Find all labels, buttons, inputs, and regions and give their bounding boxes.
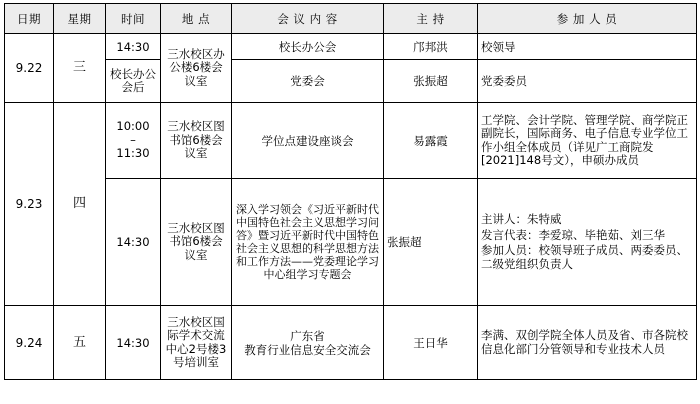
host-cell: 邝邦洪 <box>384 34 478 60</box>
weekday-cell: 三 <box>54 34 106 103</box>
location-cell: 三水校区国际学术交流中心2号楼3号培训室 <box>161 306 232 380</box>
participants-line: 参加人员：校领导班子成员、两委委员、二级党组织负责人 <box>481 243 688 271</box>
time-cell: 10:00 – 11:30 <box>106 103 161 179</box>
location-cell: 三水校区图书馆6楼会议室 <box>161 103 232 179</box>
header-content: 会 议 内 容 <box>232 4 384 34</box>
time-cell: 校长办公会后 <box>106 60 161 103</box>
host-cell: 易露霞 <box>384 103 478 179</box>
speaker-line: 主讲人：朱特威 <box>481 212 562 226</box>
weekday-cell: 五 <box>54 306 106 380</box>
table-row <box>5 179 697 306</box>
header-attendees: 参 加 人 员 <box>478 4 697 34</box>
content-cell: 广东省 教育行业信息安全交流会 <box>232 306 384 380</box>
attendees-cell: 校领导 <box>478 34 697 60</box>
header-time: 时间 <box>106 4 161 34</box>
header-weekday: 星期 <box>54 4 106 34</box>
date-cell: 9.23 <box>5 103 54 306</box>
attendees-cell: 李满、双创学院全体人员及省、市各院校信息化部门分管领导和专业技术人员 <box>478 306 697 380</box>
location-cell: 三水校区办公楼6楼会议室 <box>161 34 232 103</box>
attendees-cell: 工学院、会计学院、管理学院、商学院正副院长，国际商务、电子信息专业学位工作小组全体成员（详见广工商院发[2021]148号文），申硕办成员 <box>478 103 697 179</box>
header-host: 主 持 <box>384 4 478 34</box>
date-cell: 9.24 <box>5 306 54 380</box>
content-cell: 党委会 <box>232 60 384 103</box>
weekday-cell: 四 <box>54 103 106 306</box>
date-cell: 9.22 <box>5 34 54 103</box>
table-row <box>5 103 697 179</box>
speaker-reps-line: 发言代表：李爱琼、毕艳茹、刘三华 <box>481 227 665 242</box>
table-row <box>5 306 697 380</box>
attendees-cell <box>478 179 697 306</box>
time-cell: 14:30 <box>106 306 161 380</box>
header-location: 地 点 <box>161 4 232 34</box>
header-date: 日期 <box>5 4 54 34</box>
host-cell: 王日华 <box>384 306 478 380</box>
content-cell: 深入学习领会《习近平新时代中国特色社会主义思想学习问答》暨习近平新时代中国特色社会主义思想的科学思想方法和工作方法——党委理论学习中心组学习专题会 <box>232 179 384 306</box>
attendees-cell: 党委委员 <box>478 60 697 103</box>
host-cell: 张振超 <box>384 179 478 306</box>
host-cell: 张振超 <box>384 60 478 103</box>
meeting-schedule-table <box>4 3 697 380</box>
time-cell: 14:30 <box>106 179 161 306</box>
content-cell: 校长办公会 <box>232 34 384 60</box>
table-row <box>5 60 697 103</box>
content-cell: 学位点建设座谈会 <box>232 103 384 179</box>
location-cell: 三水校区图书馆6楼会议室 <box>161 179 232 306</box>
time-cell: 14:30 <box>106 34 161 60</box>
table-row <box>5 34 697 60</box>
header-row <box>5 4 697 34</box>
